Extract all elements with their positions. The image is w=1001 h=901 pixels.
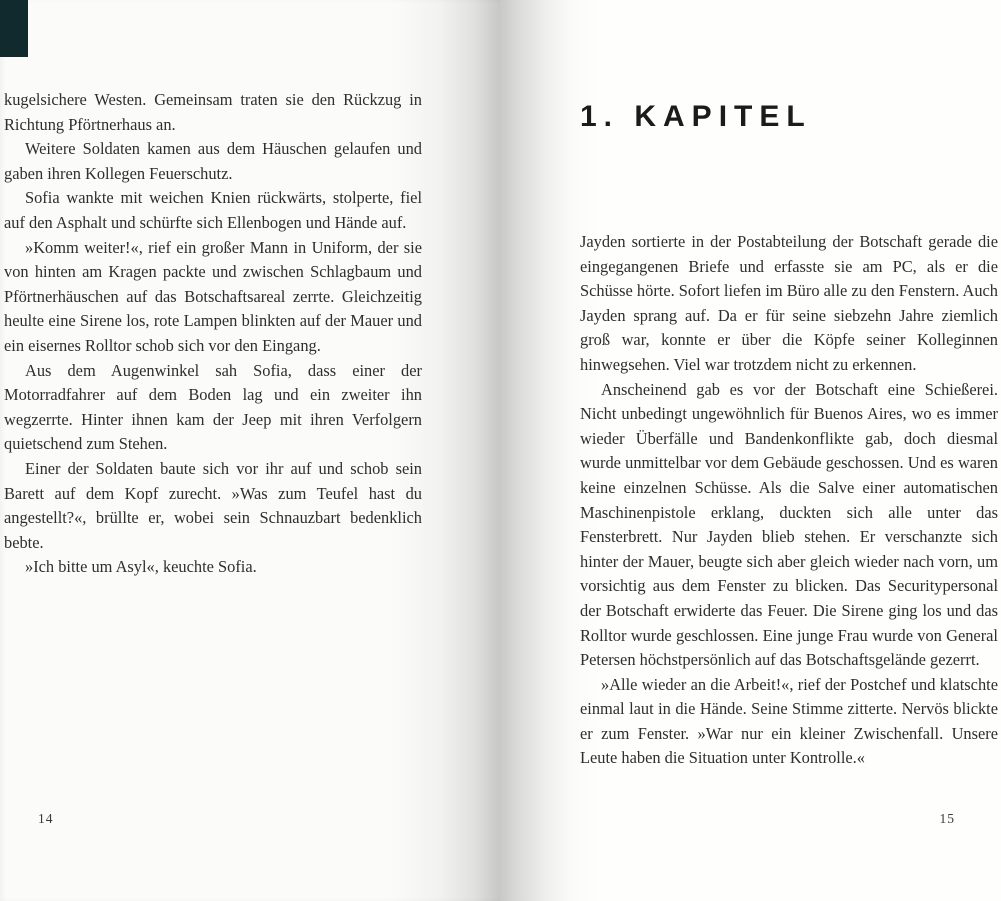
page-number-left: 14: [38, 811, 54, 826]
paragraph: »Alle wieder an die Arbeit!«, rief der Postchef und klatschte einmal laut in die Hände. Seine Stimme zitterte. Nervös blickte er zum Fenster. »War nur ein kleiner Zwischenfall. Unsere Leute haben die Situation unter Kontrolle.«: [580, 674, 998, 768]
paragraph: Jayden sortierte in der Postabteilung der Botschaft gerade die eingegangenen Briefe und erfasste sie am PC, als er die Schüsse hörte. Sofort liefen im Büro alle zu den Fenstern. Auch Jayden sprang auf. Da er für seine siebzehn Jahre ziemlich groß war, konnte er über die Köpfe seiner Kolleginnen hinwegsehen. Viel war trotzdem nicht zu erkennen.: [580, 232, 998, 374]
paragraph: kugelsichere Westen. Gemeinsam traten sie den Rückzug in Richtung Pförtnerhaus an.: [4, 90, 422, 134]
paragraph: Weitere Soldaten kamen aus dem Häuschen gelaufen und gaben ihren Kollegen Feuerschutz.: [4, 139, 422, 183]
book-cover-corner: [0, 0, 28, 57]
right-page: [500, 0, 1001, 901]
left-page-text: [4, 88, 422, 580]
paragraph: Sofia wankte mit weichen Knien rückwärts, stolperte, fiel auf den Asphalt und schürfte sich Ellenbogen und Hände auf.: [4, 188, 422, 232]
paragraph: »Ich bitte um Asyl«, keuchte Sofia.: [25, 557, 257, 577]
paragraph: Einer der Soldaten baute sich vor ihr auf und schob sein Barett auf dem Kopf zurecht. »Was zum Teufel hast du angestellt?«, brüllte er, wobei sein Schnauzbart bedenklich bebte.: [4, 458, 422, 552]
paragraph: Aus dem Augenwinkel sah Sofia, dass einer der Motorradfahrer auf dem Boden lag und ein zweiter ihn wegzerrte. Hinter ihnen kam der Jeep mit ihren Verfolgern quietschend zum Stehen.: [4, 360, 422, 454]
page-number-right: 15: [939, 811, 955, 826]
chapter-heading: 1. KAPITEL: [580, 100, 812, 133]
left-page: [0, 0, 500, 901]
paragraph: »Komm weiter!«, rief ein großer Mann in Uniform, der sie von hinten am Kragen packte und zwischen Schlagbaum und Pförtnerhäuschen auf das Botschaftsareal zerrte. Gleichzeitig heulte eine Sirene los, rote Lampen blinkten auf der Mauer und ein eisernes Rolltor schob sich vor den Eingang.: [4, 237, 422, 355]
right-page-text: [580, 230, 998, 771]
paragraph: Anscheinend gab es vor der Botschaft eine Schießerei. Nicht unbedingt ungewöhnlich für Buenos Aires, wo es immer wieder Überfälle und Bandenkonflikte gab, doch diesmal wurde unmittelbar vor dem Gebäude geschossen. Und es waren keine einzelnen Schüsse. Als die Salve einer automatischen Maschinenpistole erklang, duckten sich alle unter das Fensterbrett. Nur Jayden blieb stehen. Er verschanzte sich hinter der Mauer, beugte sich aber gleich wieder nach vorn, um vorsichtig aus dem Fenster zu blicken. Das Securitypersonal der Botschaft erwiderte das Feuer. Die Sirene ging los und das Rolltor wurde geschlossen. Eine junge Frau wurde von General Petersen höchstpersönlich auf das Botschaftsgelände gezerrt.: [580, 379, 998, 670]
